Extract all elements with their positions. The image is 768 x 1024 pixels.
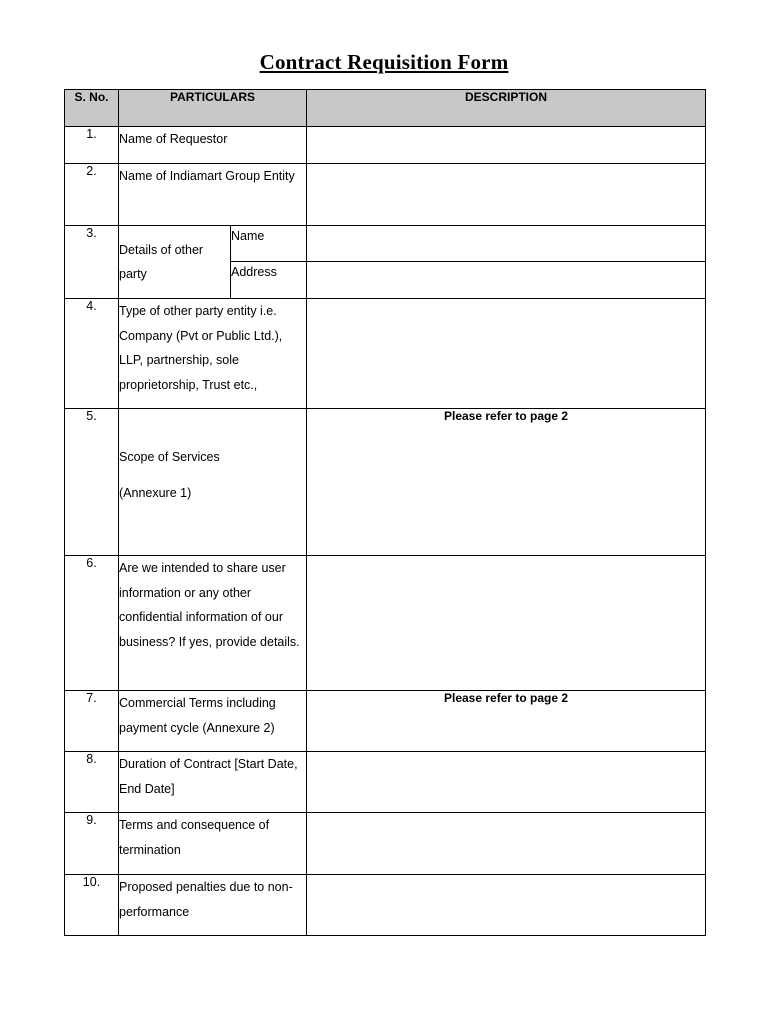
table-row [65, 875, 706, 936]
row-description-cell[interactable] [307, 813, 706, 875]
row-particulars: Duration of Contract [Start Date, End Date] [119, 752, 307, 813]
row-particulars: Are we intended to share user information or any other confidential information of our business? If yes, provide details. [119, 556, 307, 691]
row-description-cell[interactable] [307, 875, 706, 936]
row-particulars: Name of Indiamart Group Entity [119, 164, 307, 226]
name-value-cell[interactable] [307, 226, 706, 262]
header-description: DESCRIPTION [307, 90, 706, 127]
row-number: 3. [65, 226, 119, 299]
address-value-cell[interactable] [307, 262, 706, 299]
row-number: 6. [65, 556, 119, 691]
table-row [65, 813, 706, 875]
row-description-cell: Please refer to page 2 [307, 409, 706, 556]
row-number: 1. [65, 127, 119, 164]
row-description-cell[interactable] [307, 164, 706, 226]
table-row [65, 226, 706, 262]
row-number: 2. [65, 164, 119, 226]
row-number: 9. [65, 813, 119, 875]
row-particulars: Terms and consequence of termination [119, 813, 307, 875]
row-number: 10. [65, 875, 119, 936]
row-number: 7. [65, 691, 119, 752]
particulars-note: (Annexure 1) [119, 486, 192, 500]
row-particulars: Name of Requestor [119, 127, 307, 164]
requisition-table [64, 89, 706, 936]
row-description-cell[interactable] [307, 299, 706, 409]
row-description-cell: Please refer to page 2 [307, 691, 706, 752]
row-description-cell[interactable] [307, 752, 706, 813]
header-sno: S. No. [65, 90, 119, 127]
sub-label-name: Name [231, 226, 307, 262]
row-particulars: Type of other party entity i.e. Company (Pvt or Public Ltd.), LLP, partnership, sole proprietorship, Trust etc., [119, 299, 307, 409]
row-particulars: Proposed penalties due to non-performance [119, 875, 307, 936]
table-row [65, 127, 706, 164]
row-number: 5. [65, 409, 119, 556]
table-row [65, 299, 706, 409]
row-number: 4. [65, 299, 119, 409]
row-particulars [119, 409, 307, 556]
table-row [65, 556, 706, 691]
table-row [65, 164, 706, 226]
table-row [65, 691, 706, 752]
table-row [65, 752, 706, 813]
row-particulars: Commercial Terms including payment cycle (Annexure 2) [119, 691, 307, 752]
row-number: 8. [65, 752, 119, 813]
sub-label-address: Address [231, 262, 307, 299]
row-description-cell[interactable] [307, 556, 706, 691]
row-description-cell[interactable] [307, 127, 706, 164]
table-row [65, 409, 706, 556]
particulars-main: Scope of Services [119, 449, 220, 464]
row-particulars: Details of other party [119, 226, 231, 299]
form-title: Contract Requisition Form [259, 50, 509, 74]
header-particulars: PARTICULARS [119, 90, 307, 127]
table-header-row [65, 90, 706, 127]
